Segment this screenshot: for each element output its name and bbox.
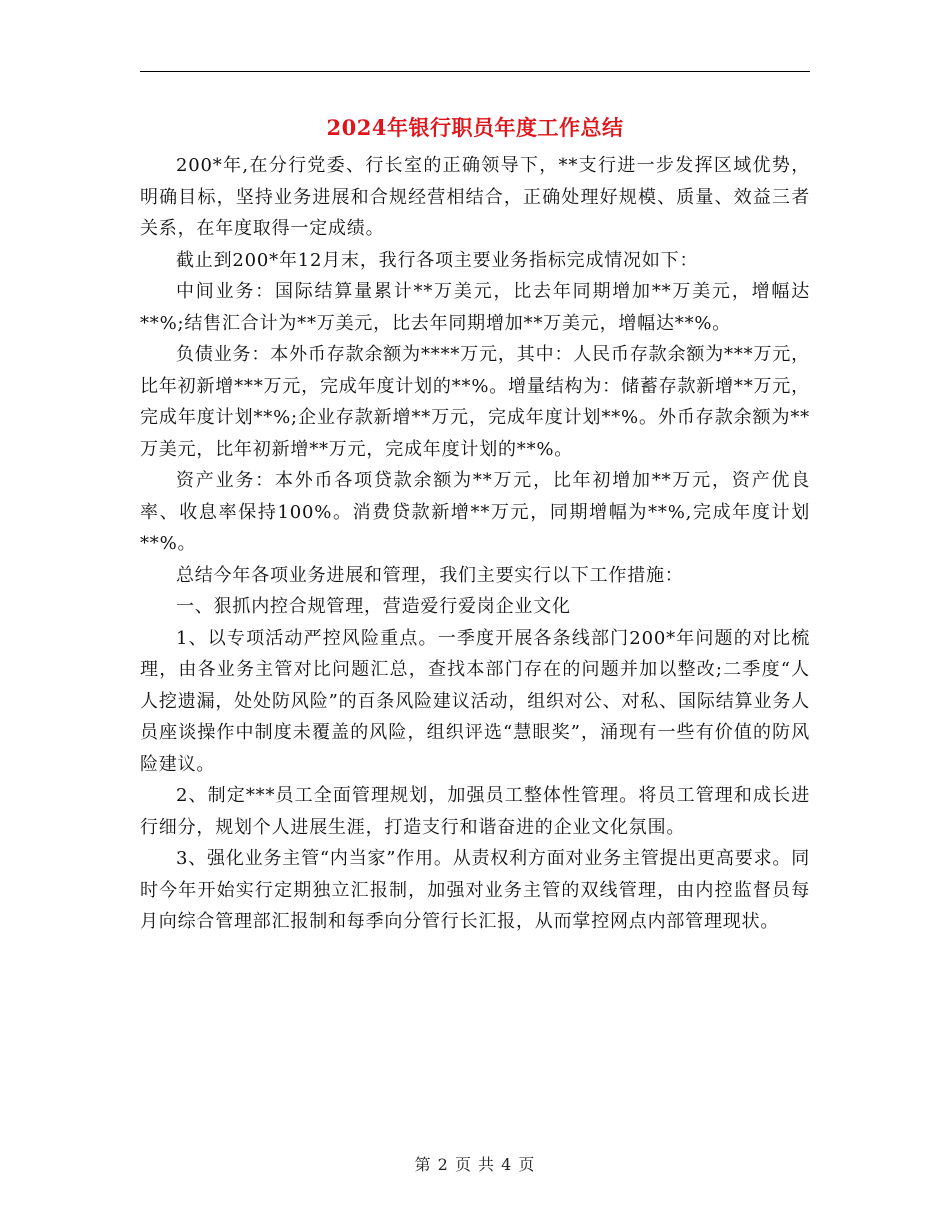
page-footer: 第 2 页 共 4 页 <box>414 1155 536 1174</box>
paragraph-measure-3: 3、强化业务主管“内当家”作用。从责权利方面对业务主管提出更高要求。同时今年开始实行定期独立汇报制，加强对业务主管的双线管理，由内控监督员每月向综合管理部汇报制和每季向分管行长汇报，从而掌控网点内部管理现状。 <box>140 848 810 932</box>
paragraph-intermediary-business: 中间业务：国际结算量累计**万美元，比去年同期增加**万美元，增幅达**%;结售汇合计为**万美元，比去年同期增加**万美元，增幅达**%。 <box>140 281 810 334</box>
paragraph-measures-lead: 总结今年各项业务进展和管理，我们主要实行以下工作措施： <box>176 564 684 586</box>
paragraph-summary-lead: 截止到200*年12月末，我行各项主要业务指标完成情况如下： <box>176 249 699 271</box>
header-rule <box>140 71 810 72</box>
paragraph-intro: 200*年,在分行党委、行长室的正确领导下，**支行进一步发挥区域优势，明确目标，坚持业务进展和合规经营相结合，正确处理好规模、质量、效益三者关系，在年度取得一定成绩。 <box>140 155 810 239</box>
section-heading-internal-control: 一、狠抓内控合规管理，营造爱行爱岗企业文化 <box>176 596 571 617</box>
paragraph-measure-1: 1、以专项活动严控风险重点。一季度开展各条线部门200*年问题的对比梳理，由各业务主管对比问题汇总，查找本部门存在的问题并加以整改;二季度“人人挖遗漏，处处防风险”的百条风险建议活动，组织对公、对私、国际结算业务人员座谈操作中制度未覆盖的风险，组织评选“慧眼奖”，涌现有一些有价值的防风险建议。 <box>140 627 810 775</box>
paragraph-liability-business: 负债业务：本外币存款余额为****万元，其中：人民币存款余额为***万元，比年初新增***万元，完成年度计划的**%。增量结构为：储蓄存款新增**万元，完成年度计划**%;企业存款新增**万元，完成年度计划**%。外币存款余额为**万美元，比年初新增**万元，完成年度计划的**%。 <box>140 344 810 460</box>
paragraph-measure-2: 2、制定***员工全面管理规划，加强员工整体性管理。将员工管理和成长进行细分，规划个人进展生涯，打造支行和谐奋进的企业文化氛围。 <box>140 785 810 838</box>
paragraph-asset-business: 资产业务：本外币各项贷款余额为**万元，比年初增加**万元，资产优良率、收息率保持100%。消费贷款新增**万元，同期增幅为**%,完成年度计划**%。 <box>140 470 810 554</box>
document-body <box>140 150 810 938</box>
document-title: 2024年银行职员年度工作总结 <box>326 115 624 140</box>
